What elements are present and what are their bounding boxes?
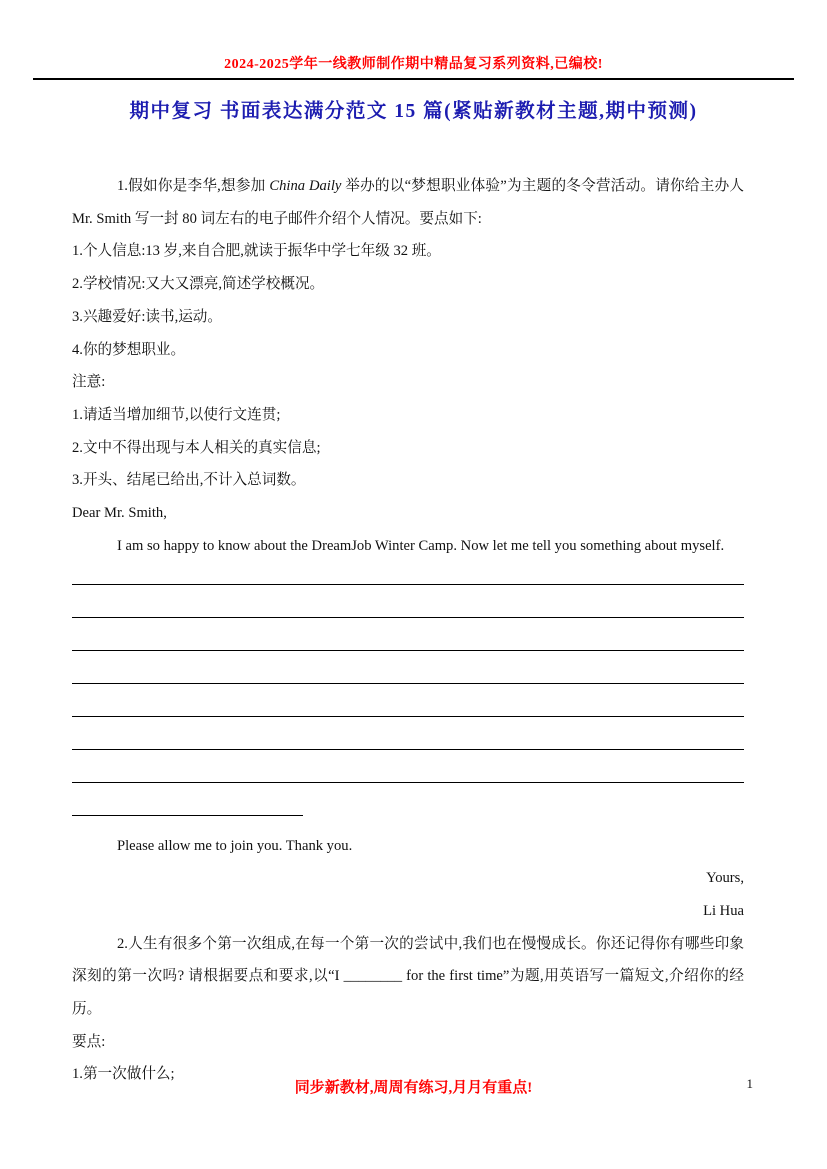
document-body <box>72 170 744 1091</box>
letter-opening-sentence: I am so happy to know about the DreamJob Winter Camp. Now let me tell you something about myself. <box>117 537 725 554</box>
exercise1-note-1: 1.请适当增加细节,以使行文连贯; <box>72 406 281 423</box>
page-number: 1 <box>746 1076 753 1091</box>
letter-salutation: Dear Mr. Smith, <box>72 505 167 522</box>
exercise1-prompt-suffix: 举办的以“梦想职业体验”为主题的冬令营活动。请你给主办人 Mr. Smith 写一封 80 词左右的电子邮件介绍个人情况。要点如下: <box>72 178 744 227</box>
exercise2-key-point-1: 1.第一次做什么; <box>72 1066 175 1083</box>
writing-line-short <box>72 783 303 816</box>
exercise1-note-3: 3.开头、结尾已给出,不计入总词数。 <box>72 472 306 489</box>
footer-slogan: 同步新教材,周周有练习,月月有重点! <box>294 1080 533 1096</box>
exercise1-point-4: 4.你的梦想职业。 <box>72 341 186 358</box>
exercise1-prompt <box>72 170 744 235</box>
writing-line-3 <box>72 618 744 651</box>
letter-closing-sentence: Please allow me to join you. Thank you. <box>117 837 353 854</box>
header-divider-line <box>33 78 794 80</box>
writing-line-6 <box>72 717 744 750</box>
publication-name: China Daily <box>269 178 342 194</box>
signature-name: Li Hua <box>703 902 744 919</box>
notice-label: 注意: <box>72 374 106 391</box>
exercise1-prompt-prefix: 1.假如你是李华,想参加 <box>117 178 270 194</box>
writing-line-5 <box>72 684 744 717</box>
writing-line-2 <box>72 585 744 618</box>
exercise1-note-2: 2.文中不得出现与本人相关的真实信息; <box>72 439 321 456</box>
writing-lines-area <box>72 552 744 815</box>
writing-line-7 <box>72 750 744 783</box>
exercise2-prompt: 2.人生有很多个第一次组成,在每一个第一次的尝试中,我们也在慢慢成长。你还记得你有哪些印象深刻的第一次吗? 请根据要点和要求,以“I ________ for the first time”为题,用英语写一篇短文,介绍你的经历。 <box>72 935 744 1018</box>
exercise1-point-1: 1.个人信息:13 岁,来自合肥,就读于振华中学七年级 32 班。 <box>72 243 441 260</box>
exercise1-point-2: 2.学校情况:又大又漂亮,简述学校概况。 <box>72 276 325 293</box>
header-notice: 2024-2025学年一线教师制作期中精品复习系列资料,已编校! <box>224 57 603 72</box>
key-points-label: 要点: <box>72 1033 106 1050</box>
page-title: 期中复习 书面表达满分范文 15 篇(紧贴新教材主题,期中预测) <box>129 101 698 122</box>
exercise1-point-3: 3.兴趣爱好:读书,运动。 <box>72 308 222 325</box>
signature-yours: Yours, <box>706 870 744 887</box>
writing-line-4 <box>72 651 744 684</box>
